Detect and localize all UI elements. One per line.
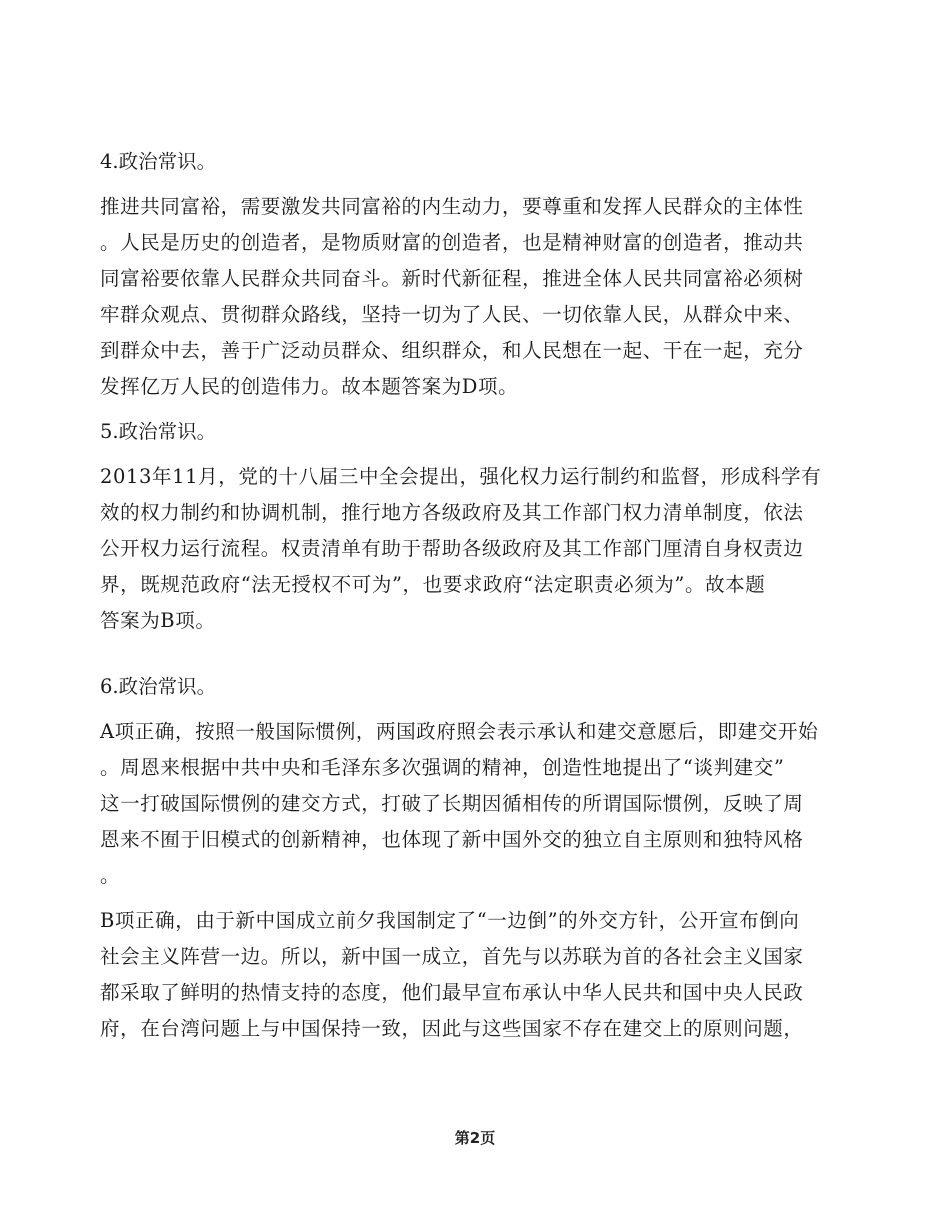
- paragraph-line: 答案为B项。: [100, 609, 216, 632]
- paragraph-line: 推进共同富裕，需要激发共同富裕的内生动力，要尊重和发挥人民群众的主体性: [100, 195, 804, 218]
- paragraph-line: 界，既规范政府“法无授权不可为”，也要求政府“法定职责必须为”。故本题: [100, 573, 766, 596]
- paragraph-line: 效的权力制约和协调机制，推行地方各级政府及其工作部门权力清单制度，依法: [100, 501, 804, 524]
- paragraph-line: 同富裕要依靠人民群众共同奋斗。新时代新征程，推进全体人民共同富裕必须树: [100, 267, 804, 290]
- paragraph-line: 公开权力运行流程。权责清单有助于帮助各级政府及其工作部门厘清自身权责边: [100, 537, 804, 560]
- section-heading: 6.政治常识。: [100, 675, 217, 698]
- paragraph-line: 府，在台湾问题上与中国保持一致，因此与这些国家不存在建交上的原则问题，: [100, 1017, 804, 1040]
- paragraph-line: 恩来不囿于旧模式的创新精神，也体现了新中国外交的独立自主原则和独特风格: [100, 828, 804, 851]
- paragraph-line: 都采取了鲜明的热情支持的态度，他们最早宣布承认中华人民共和国中央人民政: [100, 981, 804, 1004]
- paragraph-line: 。人民是历史的创造者，是物质财富的创造者，也是精神财富的创造者，推动共: [100, 231, 804, 254]
- paragraph-line: 2013年11月，党的十八届三中全会提出，强化权力运行制约和监督，形成科学有: [100, 465, 822, 488]
- paragraph: [100, 714, 870, 894]
- paragraph-line: 这一打破国际惯例的建交方式，打破了长期因循相传的所谓国际惯例，反映了周: [100, 792, 804, 815]
- section-5: [100, 414, 870, 639]
- paragraph-line: A项正确，按照一般国际惯例，两国政府照会表示承认和建交意愿后，即建交开始: [100, 720, 819, 743]
- paragraph-line: 。: [100, 864, 121, 887]
- section-4: [100, 144, 870, 405]
- section-heading: 4.政治常识。: [100, 150, 217, 173]
- paragraph-line: B项正确，由于新中国成立前夕我国制定了“一边倒”的外交方针，公开宣布倒向: [100, 909, 800, 932]
- paragraph-line: 。周恩来根据中共中央和毛泽东多次强调的精神，创造性地提出了“谈判建交”: [100, 756, 785, 779]
- paragraph-line: 发挥亿万人民的创造伟力。故本题答案为D项。: [100, 375, 519, 398]
- paragraph: [100, 189, 870, 405]
- paragraph: [100, 459, 870, 639]
- section-6: [100, 669, 870, 1047]
- document-body: [100, 144, 870, 1047]
- section-heading: 5.政治常识。: [100, 420, 217, 443]
- paragraph-line: 牢群众观点、贯彻群众路线，坚持一切为了人民、一切依靠人民，从群众中来、: [100, 303, 804, 326]
- paragraph: [100, 903, 870, 1047]
- paragraph-line: 社会主义阵营一边。所以，新中国一成立，首先与以苏联为首的各社会主义国家: [100, 945, 804, 968]
- paragraph-line: 到群众中去，善于广泛动员群众、组织群众，和人民想在一起、干在一起，充分: [100, 339, 804, 362]
- page-number: 第2页: [454, 1129, 496, 1147]
